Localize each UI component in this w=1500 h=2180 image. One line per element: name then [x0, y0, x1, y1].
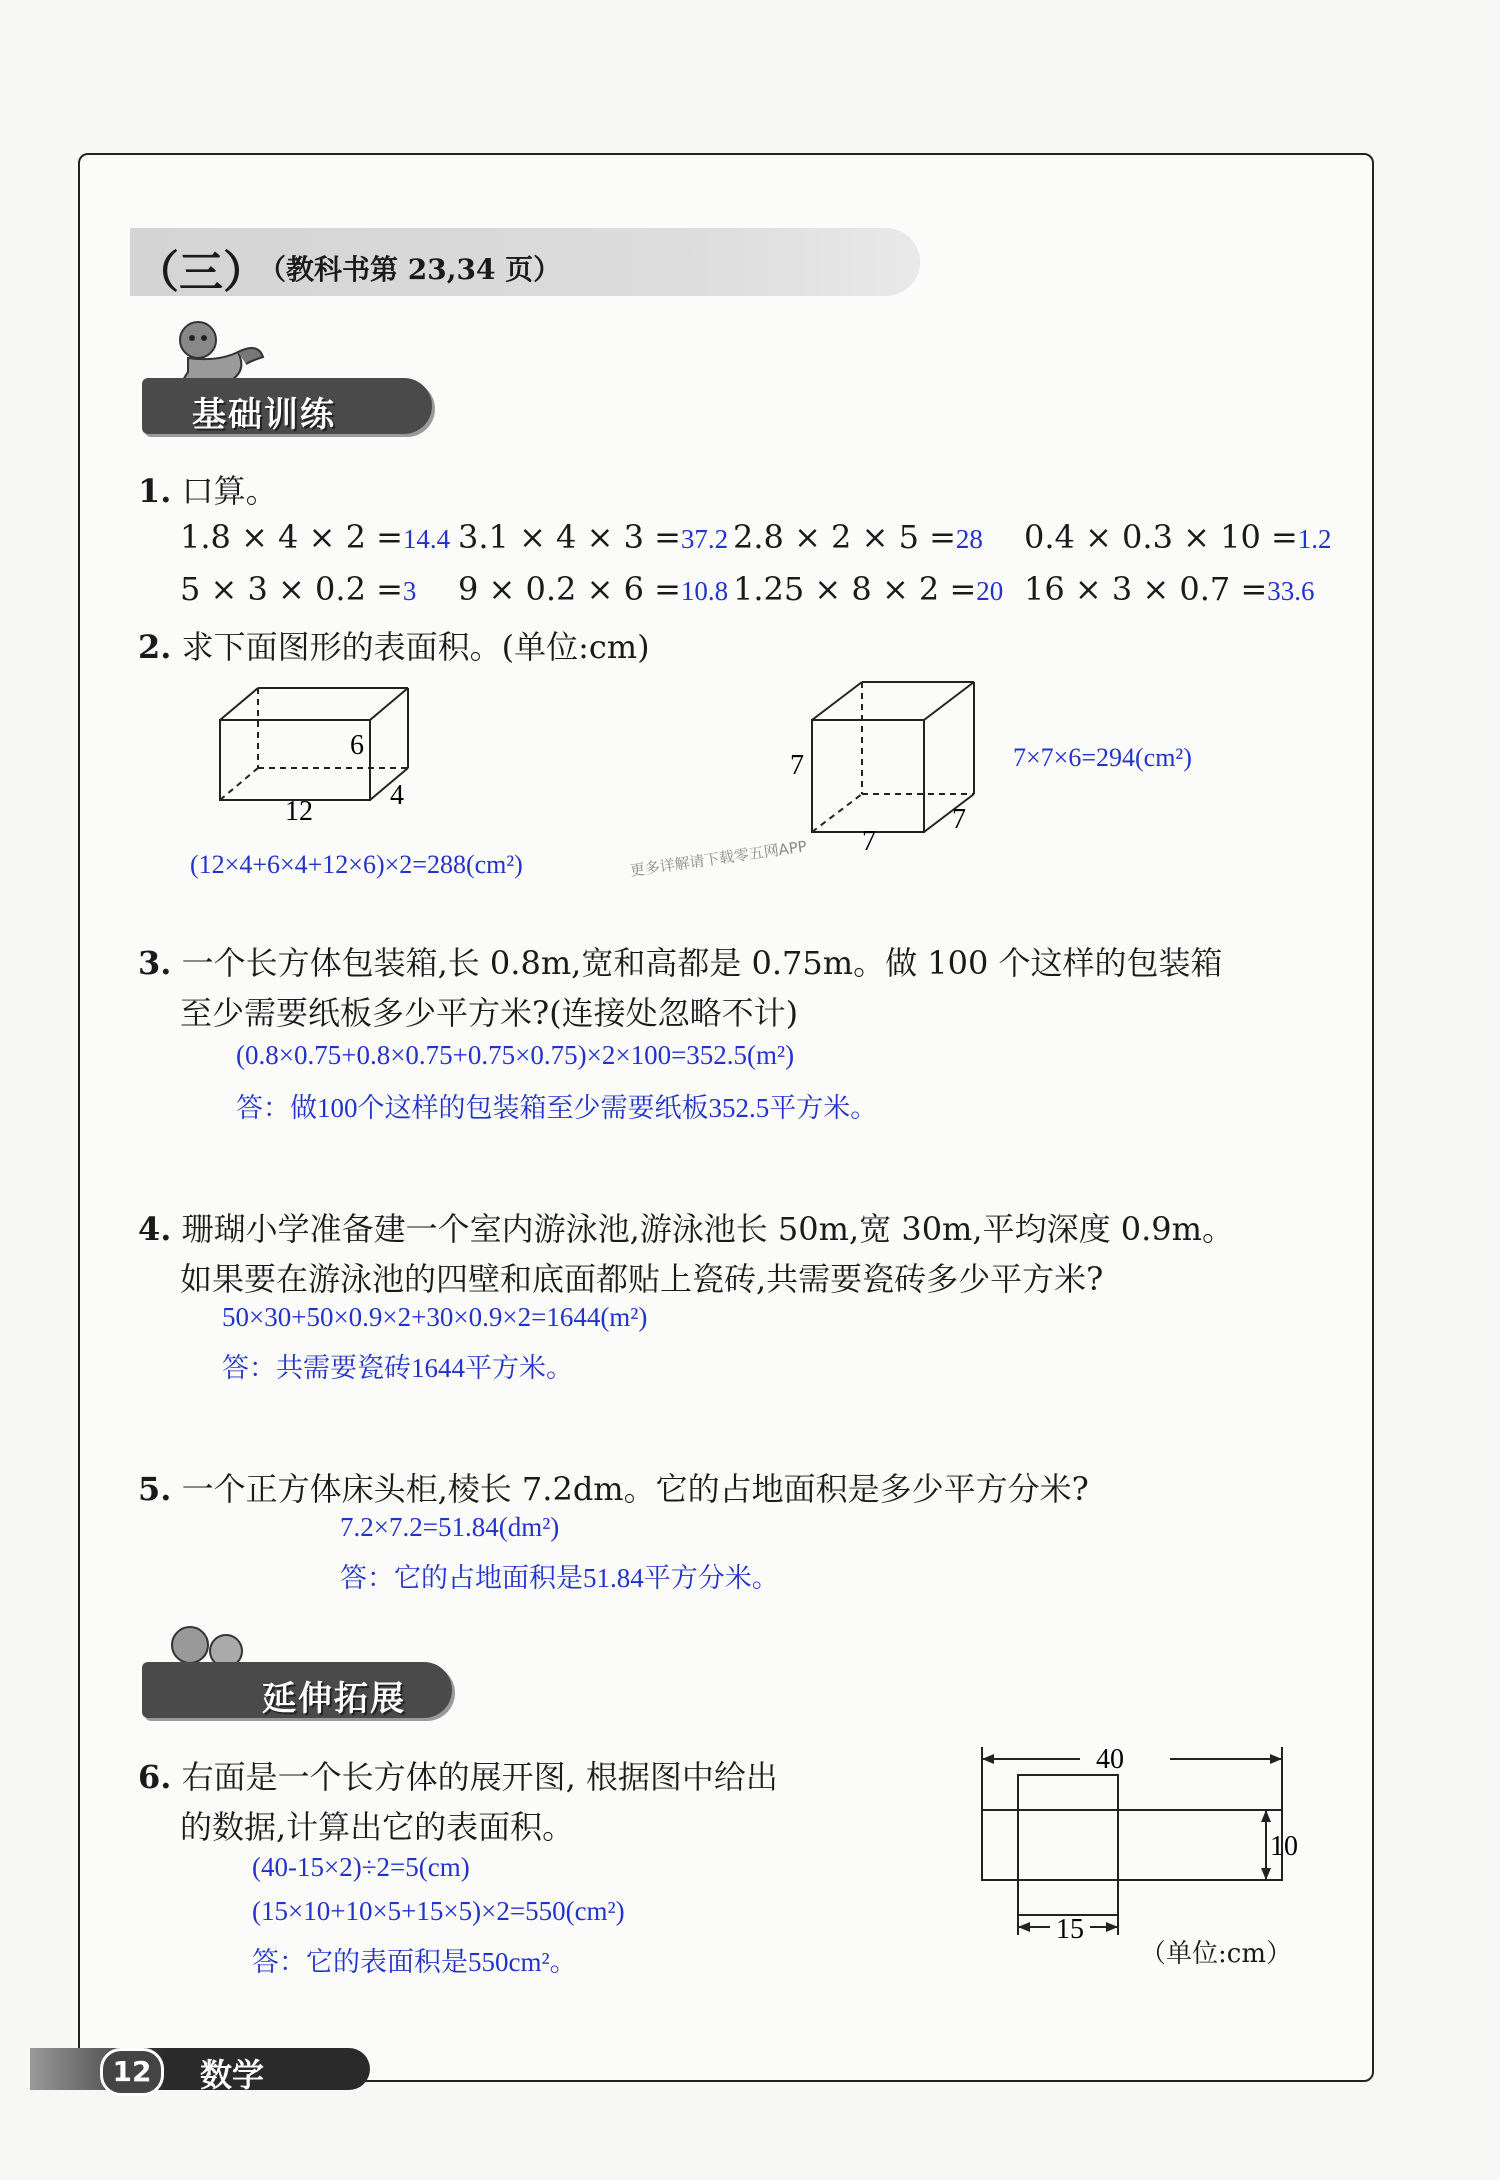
- q3-number: 3.: [138, 944, 172, 982]
- net-top-label: 40: [1096, 1744, 1124, 1775]
- q5-line1: 5. 一个正方体床头柜,棱长 7.2dm。它的占地面积是多少平方分米?: [138, 1470, 1089, 1508]
- q1-answer: 33.6: [1267, 576, 1315, 606]
- extension-badge: [142, 1662, 452, 1718]
- q1-item: 1.25 × 8 × 2 =20: [733, 570, 1004, 608]
- q1-answer: 28: [955, 524, 983, 554]
- q2-number: 2.: [138, 628, 172, 666]
- fig2-right-label: 7: [952, 804, 966, 835]
- fig1-height-label: 6: [350, 730, 364, 761]
- q5-answer-text: 答：它的占地面积是51.84平方分米。: [340, 1563, 779, 1593]
- q4-line1: 4. 珊瑚小学准备建一个室内游泳池,游泳池长 50m,宽 30m,平均深度 0.9m。: [138, 1210, 1234, 1248]
- q5-answer-calc: 7.2×7.2=51.84(dm²): [340, 1512, 560, 1542]
- watermark-text: 更多详解请下载零五网APP: [628, 837, 808, 880]
- page-number: 12: [100, 2048, 164, 2096]
- q1-answer: 10.8: [680, 576, 729, 606]
- fig2-left-label: 7: [790, 750, 804, 781]
- q1-item: 2.8 × 2 × 5 =28: [733, 518, 983, 556]
- q3-answer-calc: (0.8×0.75+0.8×0.75+0.75×0.75)×2×100=352.5(m²): [236, 1040, 795, 1070]
- q1-item: 3.1 × 4 × 3 =37.2: [458, 518, 729, 556]
- q1-answer: 1.2: [1297, 524, 1332, 554]
- q2-answer-cuboid: (12×4+6×4+12×6)×2=288(cm²): [190, 850, 523, 879]
- basic-training-badge: [142, 378, 432, 434]
- q1-item: 1.8 × 4 × 2 =14.4: [180, 518, 451, 556]
- q1-text: 口算。: [181, 472, 278, 510]
- q4-number: 4.: [138, 1210, 172, 1248]
- q3-answer-text: 答：做100个这样的包装箱至少需要纸板352.5平方米。: [236, 1093, 878, 1123]
- q3-line1: 3. 一个长方体包装箱,长 0.8m,宽和高都是 0.75m。做 100 个这样的包装箱: [138, 944, 1223, 982]
- q1-answer: 3: [402, 576, 417, 606]
- subject-label: 数学: [200, 2056, 265, 2094]
- fig2-bottom-label: 7: [862, 826, 876, 850]
- q2-answer-cube: 7×7×6=294(cm²): [1013, 743, 1192, 772]
- q1-answer: 20: [976, 576, 1004, 606]
- extension-label: 延伸拓展: [262, 1679, 406, 1719]
- q1-answer: 37.2: [680, 524, 729, 554]
- q1-answer: 14.4: [402, 524, 451, 554]
- basic-training-label: 基础训练: [192, 395, 336, 435]
- section-subtitle: （教科书第 23,34 页）: [258, 253, 562, 286]
- q2-text: 求下面图形的表面积。(单位:cm): [181, 628, 650, 666]
- q1-item: 5 × 3 × 0.2 =3: [180, 570, 417, 608]
- q5-number: 5.: [138, 1470, 172, 1508]
- net-right-label: 10: [1270, 1831, 1298, 1862]
- q3-line2: 至少需要纸板多少平方米?(连接处忽略不计): [180, 994, 799, 1032]
- net-bottom-label: 15: [1056, 1914, 1084, 1945]
- q6-answer-text: 答：它的表面积是550cm²。: [252, 1947, 577, 1977]
- cube-figure: [780, 670, 980, 850]
- section-title: （三）: [135, 247, 267, 298]
- q6-number: 6.: [138, 1758, 172, 1796]
- q2-prompt: [138, 622, 650, 668]
- q4-answer-text: 答：共需要瓷砖1644平方米。: [222, 1353, 573, 1383]
- q6-line2: 的数据,计算出它的表面积。: [180, 1808, 575, 1846]
- cuboid-net-figure: [970, 1735, 1310, 1955]
- q1-prompt: [138, 466, 278, 512]
- q1-item: 0.4 × 0.3 × 10 =1.2: [1024, 518, 1332, 556]
- q6-unit-note: （单位:cm）: [1140, 1939, 1292, 1969]
- q1-item: 9 × 0.2 × 6 =10.8: [458, 570, 729, 608]
- q4-answer-calc: 50×30+50×0.9×2+30×0.9×2=1644(m²): [222, 1302, 648, 1332]
- q6-answer-step2: (15×10+10×5+15×5)×2=550(cm²): [252, 1896, 625, 1926]
- q6-answer-step1: (40-15×2)÷2=5(cm): [252, 1852, 470, 1882]
- q1-number: 1.: [138, 472, 172, 510]
- fig1-width-label: 4: [390, 780, 404, 811]
- cuboid-figure: [200, 680, 440, 820]
- q4-line2: 如果要在游泳池的四壁和底面都贴上瓷砖,共需要瓷砖多少平方米?: [180, 1260, 1104, 1298]
- q1-item: 16 × 3 × 0.7 =33.6: [1024, 570, 1315, 608]
- fig1-length-label: 12: [285, 796, 313, 820]
- q6-line1: 6. 右面是一个长方体的展开图, 根据图中给出: [138, 1758, 778, 1796]
